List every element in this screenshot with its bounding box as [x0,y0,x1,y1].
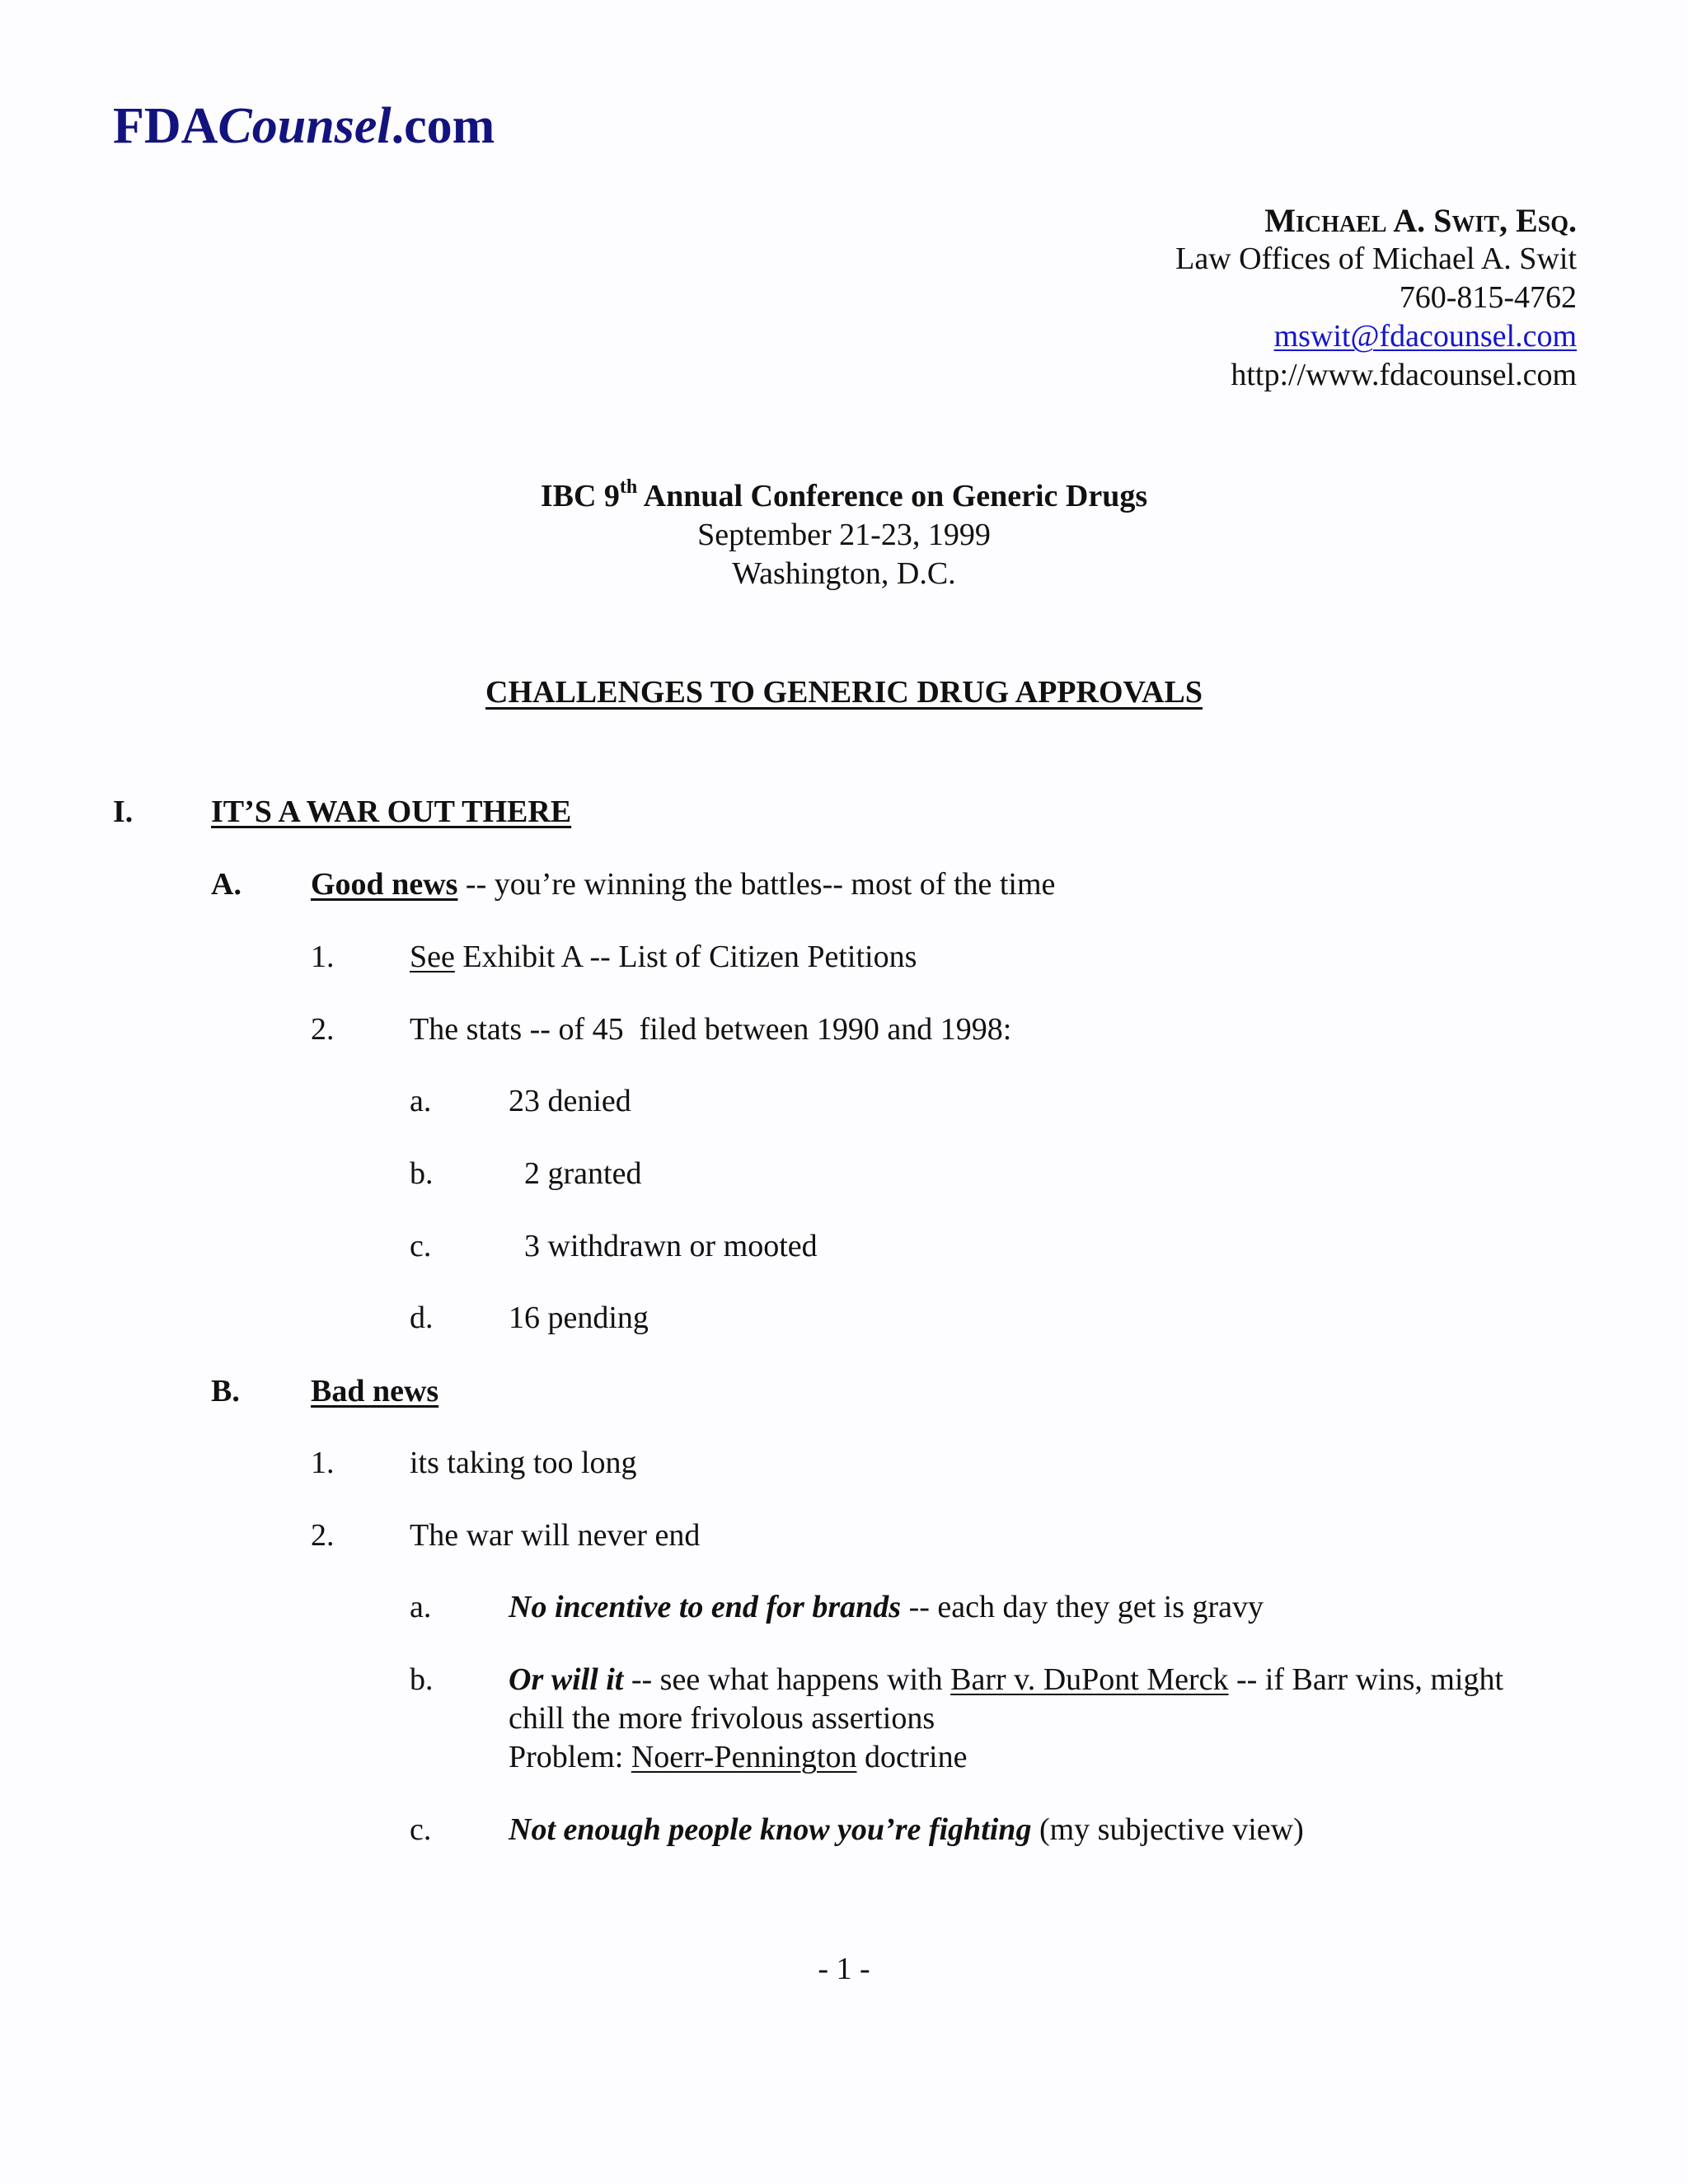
subitem-marker: a. [410,1084,432,1118]
item-marker: 2. [311,1518,335,1553]
subitem-text: -- see what happens with [623,1662,951,1697]
emphasis-text: No incentive to end for brands [509,1590,902,1624]
conference-info [0,477,1688,593]
document-title-wrap [0,673,1688,712]
subitem-marker: d. [410,1301,434,1335]
subitem-marker: c. [410,1229,432,1263]
subsection-marker: A. [211,867,241,902]
item-marker: 1. [311,1446,335,1480]
conference-title-suffix: Annual Conference on Generic Drugs [637,479,1148,513]
item-text: Exhibit A -- List of Citizen Petitions [454,940,917,974]
item-marker: 2. [311,1012,335,1047]
conference-location: Washington, D.C. [732,556,956,591]
stat-denied: 23 denied [509,1084,631,1118]
subsection-good-news [311,865,1055,904]
subitem-marker: a. [410,1590,432,1624]
subitem-marker: c. [410,1812,432,1847]
stat-granted: 2 granted [509,1156,642,1191]
emphasis-text: Not enough people know you’re fighting [509,1812,1032,1847]
problem-tail: doctrine [856,1740,968,1774]
subitem-continuation: chill the more frivolous assertions [509,1701,935,1736]
conference-dates: September 21-23, 1999 [697,518,991,552]
list-item [410,938,917,977]
subitem-marker: b. [410,1662,434,1697]
ordinal-suffix: th [619,476,638,498]
subitem-text-tail: -- if Barr wins, might [1228,1662,1504,1697]
subsection-bad-news [311,1372,438,1411]
section-marker: I. [113,794,134,829]
subitem-text: -- each day they get is gravy [901,1590,1264,1624]
email-link[interactable]: mswit@fdacounsel.com [1273,319,1577,354]
list-item: The war will never end [410,1518,701,1553]
conference-title-prefix: IBC 9 [540,479,620,513]
logo-part-com: .com [391,98,495,154]
stat-withdrawn: 3 withdrawn or mooted [509,1229,818,1263]
subsection-label: Good news [311,867,458,902]
phone-number: 760-815-4762 [1399,280,1577,315]
page-number: - 1 - [818,1952,870,1986]
website-url: http://www.fdacounsel.com [1231,358,1577,392]
author-name: Michael A. Swit, Esq. [1264,202,1577,239]
emphasis-text: Or will it [509,1662,624,1697]
section-heading: IT’S A WAR OUT THERE [211,794,572,829]
subsection-label: Bad news [311,1374,439,1408]
case-citation: Barr v. DuPont Merck [950,1662,1229,1697]
see-signal: See [410,940,455,974]
subitem-text: (my subjective view) [1031,1812,1304,1847]
doctrine-name: Noerr-Pennington [631,1740,857,1774]
item-marker: 1. [311,940,335,974]
contact-block [1175,201,1577,395]
list-subitem [509,1588,1264,1627]
subsection-text: -- you’re winning the battles-- most of the time [457,867,1056,902]
stat-pending: 16 pending [509,1301,649,1335]
logo-part-counsel: Counsel [218,98,392,154]
document-title: CHALLENGES TO GENERIC DRUG APPROVALS [485,675,1203,710]
site-logo [113,97,495,156]
list-subitem [509,1661,1503,1777]
logo-part-fda: FDA [113,98,218,154]
list-item: The stats -- of 45 filed between 1990 and 1998: [410,1012,1012,1047]
firm-name: Law Offices of Michael A. Swit [1175,241,1577,276]
conference-title [0,477,1688,516]
subsection-marker: B. [211,1374,240,1408]
section-heading-wrap [211,793,571,832]
list-subitem [509,1811,1304,1849]
subitem-marker: b. [410,1156,434,1191]
list-item: its taking too long [410,1446,637,1480]
problem-label: Problem: [509,1740,631,1774]
